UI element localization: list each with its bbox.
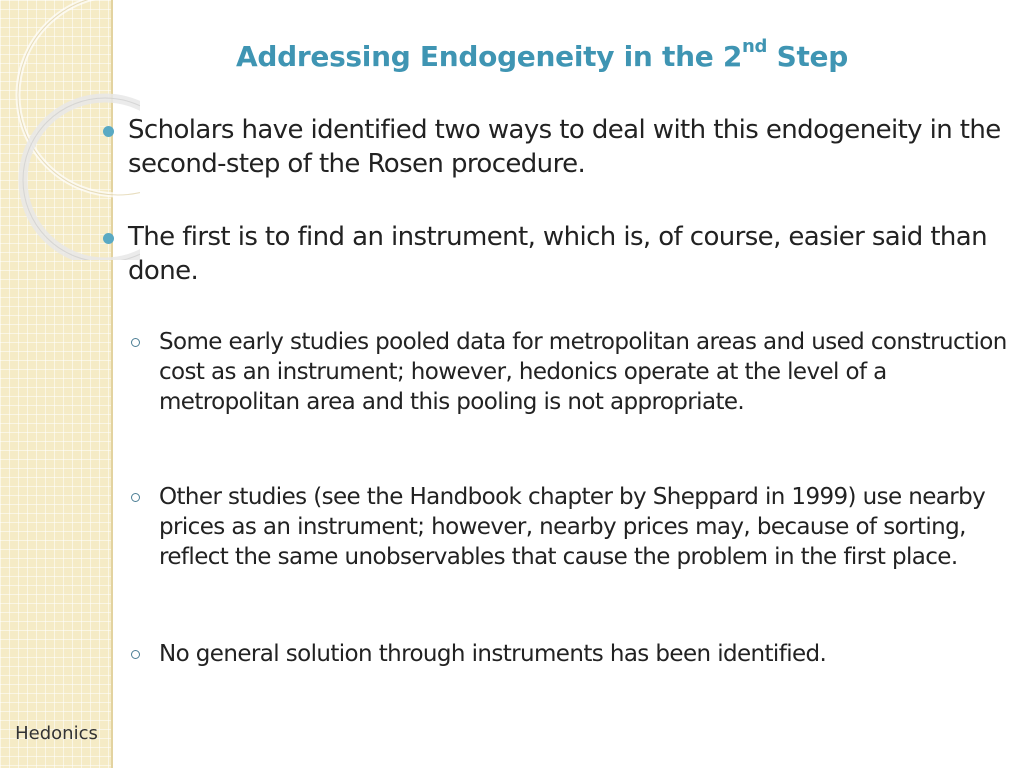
sub-bullet-item: No general solution through instruments has been identified. [159,641,827,667]
sub-bullet-item: Other studies (see the Handbook chapter by Sheppard in 1999) use nearby prices as an instrument; however, nearby prices may, because of sorting, reflect the same unobservables that cause the problem in the first place. [159,484,986,570]
sub-bullet-item: Some early studies pooled data for metropolitan areas and used construction cost as an instrument; however, hedonics operate at the level of a metropolitan area and this pooling is not appropriate. [159,329,1007,415]
title-text-end: Step [767,40,848,73]
slide-title [150,35,934,73]
bullet-dot-icon [103,233,114,244]
sub-bullet-ring-icon [131,338,140,347]
title-superscript: nd [742,35,768,57]
footer-label: Hedonics [15,723,98,744]
bullet-dot-icon [103,126,114,137]
decorative-rings [0,0,140,260]
title-text: Addressing Endogeneity in the 2 [236,40,743,73]
bullet-item: The first is to find an instrument, which is, of course, easier said than done. [128,222,988,286]
sub-bullet-ring-icon [131,650,140,659]
bullet-item: Scholars have identified two ways to deal with this endogeneity in the second-step of the Rosen procedure. [128,115,1001,179]
sub-bullet-ring-icon [131,493,140,502]
